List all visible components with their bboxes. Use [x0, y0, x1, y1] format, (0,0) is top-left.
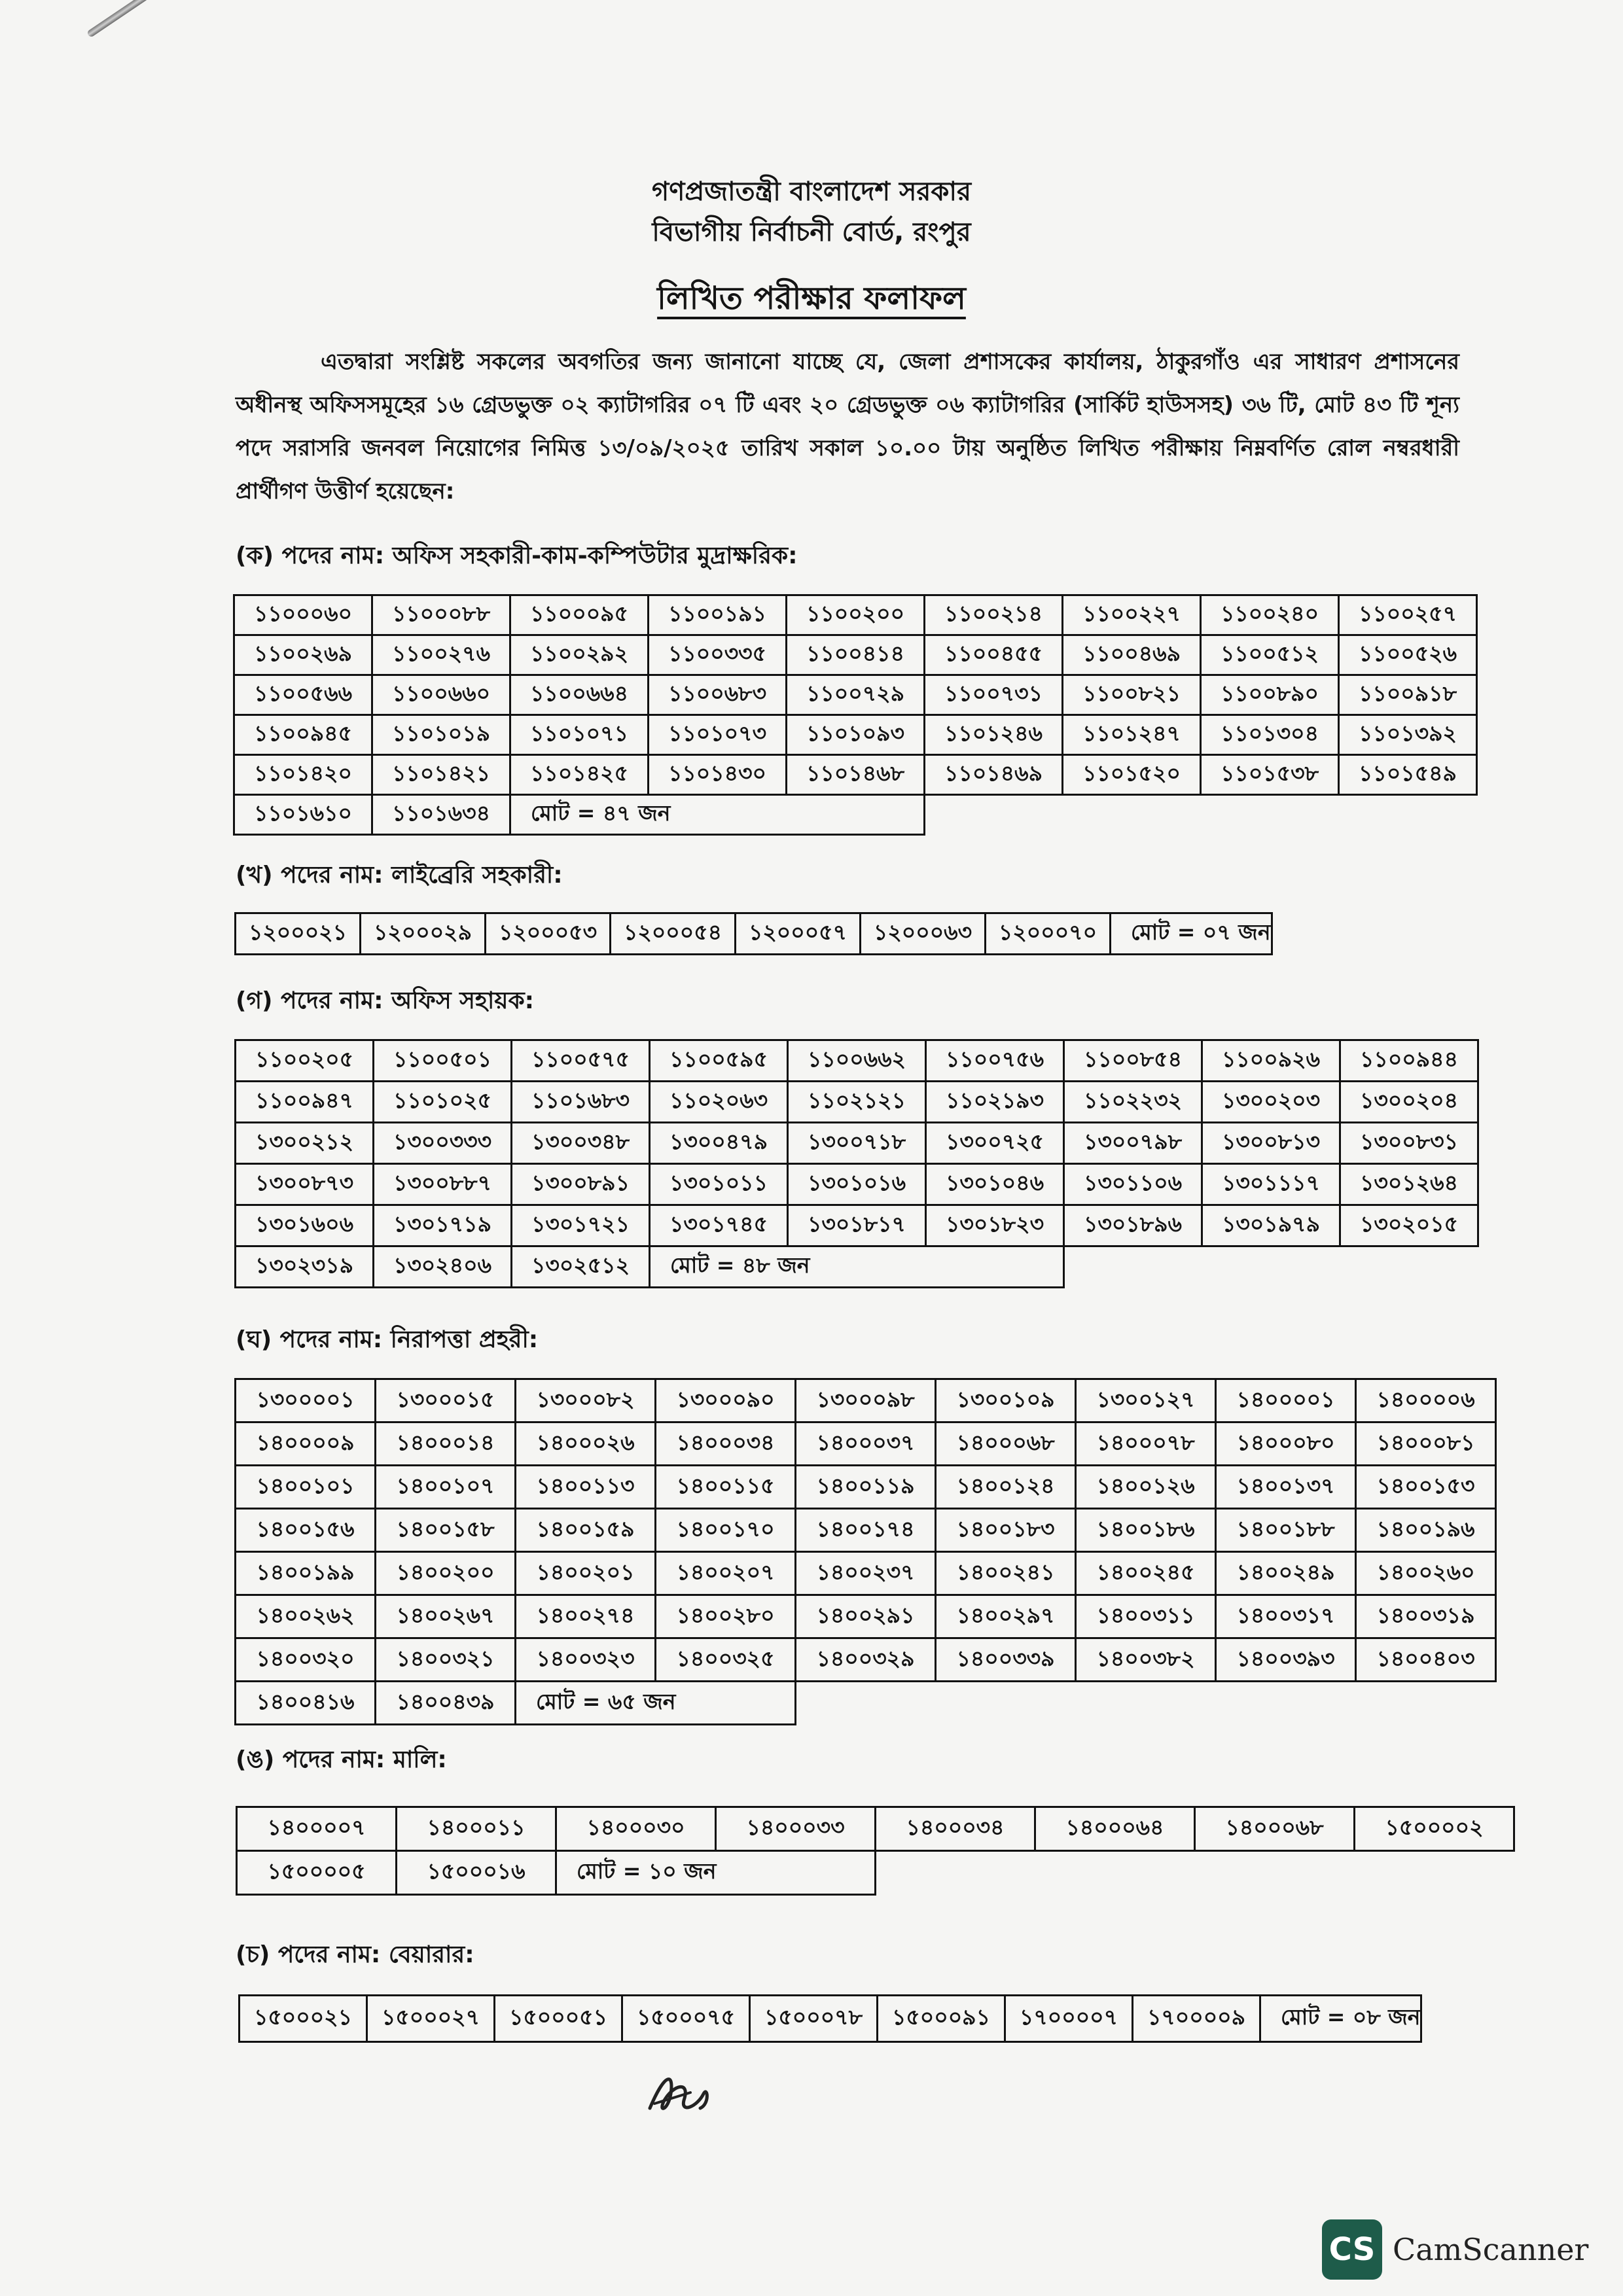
table-row [236, 1379, 1496, 1422]
roll-number: ১১০২০৬৩ [650, 1082, 788, 1123]
roll-number: ১৪০০১০১ [236, 1466, 376, 1509]
roll-number: ১৪০০০৮০ [1216, 1422, 1356, 1466]
roll-number: ১৪০০০০১ [1216, 1379, 1356, 1422]
roll-number: ১১০১৬৮৩ [512, 1082, 650, 1123]
roll-number: ১১০০৯৪৫ [234, 715, 372, 755]
section-heading: (ঘ) পদের নাম: নিরাপত্তা প্রহরী: [236, 1326, 539, 1353]
table-row [236, 1638, 1496, 1682]
roll-number: ১৪০০০০৬ [1356, 1379, 1496, 1422]
table-row [236, 1205, 1478, 1246]
roll-number: ১৪০০০৮১ [1356, 1422, 1496, 1466]
table-row [234, 635, 1477, 675]
intro-paragraph: এতদ্বারা সংশ্লিষ্ট সকলের অবগতির জন্য জানানো যাচ্ছে যে, জেলা প্রশাসকের কার্যালয়, ঠাকুরগাঁও এর সাধারণ প্রশাসনের অধীনস্থ অফিসসমূহের ১৬ গ্রেডভুক্ত ০২ ক্যাটাগরির ০৭ টি এবং ২০ গ্রেডভুক্ত ০৬ ক্যাটাগরির (সার্কিট হাউসসহ) ৩৬ টি, মোট ৪৩ টি শূন্য পদে সরাসরি জনবল নিয়োগের নিমিত্ত ১৩/০৯/২০২৫ তারিখ সকাল ১০.০০ টায় অনুষ্ঠিত লিখিত পরীক্ষায় নিম্নবর্ণিত রোল নম্বরধারী প্রার্থীগণ উত্তীর্ণ হয়েছেন: [236, 349, 1459, 504]
roll-number: ১৫০০০১৬ [397, 1851, 556, 1895]
total-count: মোট = ৪৭ জন [510, 795, 925, 835]
roll-number: ১১০০২০০ [787, 595, 925, 635]
section-heading: (গ) পদের নাম: অফিস সহায়ক: [236, 987, 535, 1014]
roll-number: ১৩০০৮৭৩ [236, 1164, 374, 1205]
roll-number: ১৪০০১২৬ [1076, 1466, 1216, 1509]
roll-number: ১৩০১১১৭ [1202, 1164, 1340, 1205]
roll-number: ১৩০০০১৫ [376, 1379, 516, 1422]
roll-number: ১১০০৭২৯ [787, 675, 925, 715]
table-row [240, 1996, 1421, 2042]
table-row [234, 795, 1477, 835]
roll-number: ১৪০০২৮০ [656, 1595, 796, 1638]
roll-number: ১৪০০১৭০ [656, 1509, 796, 1552]
roll-number: ১৪০০০৩৩ [716, 1807, 876, 1851]
roll-number: ১৩০০০৮২ [516, 1379, 656, 1422]
roll-number: ১৪০০১২৪ [936, 1466, 1076, 1509]
roll-number: ১১০০২০৫ [236, 1040, 374, 1082]
roll-number: ১১০০৪৬৯ [1063, 635, 1201, 675]
roll-number: ১৫০০০৭৮ [750, 1996, 878, 2042]
roll-number: ১৩০০২০৪ [1340, 1082, 1478, 1123]
roll-number: ১১০১৫৩৮ [1201, 755, 1339, 795]
roll-number: ১১০১৪২৫ [510, 755, 649, 795]
roll-number: ১২০০০২১ [236, 913, 361, 955]
roll-number: ১৪০০২৯১ [796, 1595, 936, 1638]
roll-number: ১৩০১৬০৬ [236, 1205, 374, 1246]
roll-number: ১৪০০৩২৫ [656, 1638, 796, 1682]
roll-number: ১১০১০৭৩ [649, 715, 787, 755]
roll-number: ১২০০০৫৩ [486, 913, 611, 955]
roll-number: ১১০১৪৬৮ [787, 755, 925, 795]
roll-number: ১৪০০৪৩৯ [376, 1682, 516, 1725]
table-row [234, 595, 1477, 635]
roll-number: ১১০০৯২৬ [1202, 1040, 1340, 1082]
roll-number: ১৪০০২০৭ [656, 1552, 796, 1595]
camscanner-label: CamScanner [1393, 2232, 1589, 2267]
roll-number: ১১০০৪১৪ [787, 635, 925, 675]
roll-number: ১৩০১২৬৪ [1340, 1164, 1478, 1205]
roll-number: ১১০০৯৪৭ [236, 1082, 374, 1123]
roll-number: ১১০০৯৪৪ [1340, 1040, 1478, 1082]
roll-number: ১১০০০৯৫ [510, 595, 649, 635]
roll-number: ১৩০০৮৮৭ [374, 1164, 512, 1205]
roll-number: ১৪০০১৮৩ [936, 1509, 1076, 1552]
roll-number: ১৩০১৮২৩ [926, 1205, 1064, 1246]
roll-number: ১৫০০০২৭ [367, 1996, 495, 2042]
table-row [236, 1422, 1496, 1466]
roll-number: ১৪০০০১১ [397, 1807, 556, 1851]
roll-number: ১৩০০০৯৮ [796, 1379, 936, 1422]
roll-number: ১১০০৫৭৫ [512, 1040, 650, 1082]
roll-number: ১৪০০০৬৮ [1195, 1807, 1355, 1851]
roll-number: ১৩০১৮৯৬ [1064, 1205, 1202, 1246]
roll-table [236, 1806, 1515, 1896]
pen-mark [86, 0, 164, 38]
total-count: মোট = ৬৫ জন [516, 1682, 796, 1725]
roll-number: ১৩০২৪০৬ [374, 1246, 512, 1288]
roll-number: ১৫০০০০২ [1355, 1807, 1514, 1851]
roll-number: ১১০১০১৯ [372, 715, 510, 755]
roll-number: ১৪০০২৬৭ [376, 1595, 516, 1638]
table-row [236, 1682, 1496, 1725]
roll-number: ১৪০০১১৩ [516, 1466, 656, 1509]
roll-number: ১১০০৮৫৪ [1064, 1040, 1202, 1082]
roll-number: ১৪০০১৮৬ [1076, 1509, 1216, 1552]
roll-number: ১২০০০৬৩ [861, 913, 986, 955]
roll-number: ১১০২১২১ [788, 1082, 926, 1123]
signature [645, 2068, 717, 2123]
table-row [236, 1123, 1478, 1164]
roll-number: ১৪০০১৫৯ [516, 1509, 656, 1552]
roll-number: ১৭০০০০৭ [1005, 1996, 1133, 2042]
roll-number: ১৩০০৩৩৩ [374, 1123, 512, 1164]
table-row [236, 1164, 1478, 1205]
roll-number: ১৪০০৪০৩ [1356, 1638, 1496, 1682]
roll-number: ১১০০৭৩১ [925, 675, 1063, 715]
roll-number: ১১০১৬১০ [234, 795, 372, 835]
roll-number: ১১০১০২৫ [374, 1082, 512, 1123]
roll-number: ১১০১৪৬৯ [925, 755, 1063, 795]
roll-number: ১৪০০৩২০ [236, 1638, 376, 1682]
roll-number: ১৩০১১০৬ [1064, 1164, 1202, 1205]
roll-number: ১৪০০০৩৪ [876, 1807, 1035, 1851]
roll-number: ১৩০১০১৬ [788, 1164, 926, 1205]
roll-number: ১৩০২০১৫ [1340, 1205, 1478, 1246]
roll-number: ১৪০০১৫৬ [236, 1509, 376, 1552]
roll-number: ১৪০০৩৯৩ [1216, 1638, 1356, 1682]
roll-number: ১১০০২৯২ [510, 635, 649, 675]
roll-number: ১৩০০৮৩১ [1340, 1123, 1478, 1164]
roll-number: ১১০০২১৪ [925, 595, 1063, 635]
total-count: মোট = ৪৮ জন [650, 1246, 1064, 1288]
roll-number: ১৩০২৩১৯ [236, 1246, 374, 1288]
roll-table [234, 1378, 1497, 1725]
roll-number: ১৪০০২৪৯ [1216, 1552, 1356, 1595]
roll-number: ১৪০০১৯৬ [1356, 1509, 1496, 1552]
roll-number: ১৪০০৩১১ [1076, 1595, 1216, 1638]
roll-number: ১৫০০০০৫ [237, 1851, 397, 1895]
roll-number: ১১০০১৯১ [649, 595, 787, 635]
roll-number: ১১০১৫২০ [1063, 755, 1201, 795]
roll-number: ১৩০১০৪৬ [926, 1164, 1064, 1205]
roll-number: ১৪০০২৪১ [936, 1552, 1076, 1595]
roll-number: ১১০২২৩২ [1064, 1082, 1202, 1123]
page-title-wrap [0, 275, 1623, 327]
roll-number: ১১০০০৬০ [234, 595, 372, 635]
roll-number: ১৩০০৮৯১ [512, 1164, 650, 1205]
table-row [236, 1466, 1496, 1509]
document-header [0, 171, 1623, 253]
roll-number: ১৩০১৭৪৫ [650, 1205, 788, 1246]
roll-number: ১৪০০৩২১ [376, 1638, 516, 1682]
roll-number: ১১০১৬৩৪ [372, 795, 510, 835]
roll-number: ১১০০৬৬৪ [510, 675, 649, 715]
roll-number: ১১০০৫২৬ [1339, 635, 1477, 675]
camscanner-watermark [1322, 2219, 1588, 2280]
roll-number: ১৩০০৭৯৮ [1064, 1123, 1202, 1164]
roll-number: ১৪০০২৯৭ [936, 1595, 1076, 1638]
roll-number: ১৪০০১৫৮ [376, 1509, 516, 1552]
roll-number: ১৪০০২৬২ [236, 1595, 376, 1638]
section-heading: (ঙ) পদের নাম: মালি: [236, 1746, 447, 1773]
table-row [236, 1246, 1478, 1288]
roll-number: ১২০০০৭০ [986, 913, 1111, 955]
table-row [236, 1595, 1496, 1638]
roll-number: ১৩০০০৯০ [656, 1379, 796, 1422]
section-heading: (চ) পদের নাম: বেয়ারার: [236, 1941, 474, 1968]
roll-number: ১১০১২৪৭ [1063, 715, 1201, 755]
roll-number: ১১০০৫৯৫ [650, 1040, 788, 1082]
roll-number: ১৪০০১৩৭ [1216, 1466, 1356, 1509]
roll-number: ১১০০০৮৮ [372, 595, 510, 635]
roll-number: ১৫০০০৭৫ [622, 1996, 750, 2042]
roll-number: ১১০০২২৭ [1063, 595, 1201, 635]
roll-number: ১৪০০১১৯ [796, 1466, 936, 1509]
roll-number: ১১০১৪২১ [372, 755, 510, 795]
page-title: লিখিত পরীক্ষার ফলাফল [657, 280, 966, 317]
roll-number: ১৩০০৮১৩ [1202, 1123, 1340, 1164]
roll-number: ১১০১৩৯২ [1339, 715, 1477, 755]
roll-number: ১৪০০৩২৯ [796, 1638, 936, 1682]
roll-number: ১৪০০৪১৬ [236, 1682, 376, 1725]
roll-number: ১৩০১০১১ [650, 1164, 788, 1205]
roll-number: ১৩০০১০৯ [936, 1379, 1076, 1422]
roll-number: ১৪০০১৮৮ [1216, 1509, 1356, 1552]
roll-number: ১৩০১৮১৭ [788, 1205, 926, 1246]
table-row [234, 715, 1477, 755]
signature-mark [645, 2068, 717, 2120]
roll-number: ১৭০০০০৯ [1133, 1996, 1260, 2042]
table-row [236, 1509, 1496, 1552]
roll-number: ১২০০০৫৭ [736, 913, 861, 955]
roll-number: ১৫০০০২১ [240, 1996, 367, 2042]
roll-number: ১১০০৭৫৬ [926, 1040, 1064, 1082]
roll-number: ১৪০০১১৫ [656, 1466, 796, 1509]
roll-number: ১৪০০২০১ [516, 1552, 656, 1595]
roll-number: ১১০১৫৪৯ [1339, 755, 1477, 795]
roll-number: ১৩০০৭২৫ [926, 1123, 1064, 1164]
roll-number: ১২০০০৫৪ [611, 913, 736, 955]
roll-number: ১৪০০২৬০ [1356, 1552, 1496, 1595]
roll-number: ১৪০০০৬৮ [936, 1422, 1076, 1466]
roll-number: ১৪০০৩৩৯ [936, 1638, 1076, 1682]
roll-number: ১৪০০২৩৭ [796, 1552, 936, 1595]
roll-number: ১৩০০০০১ [236, 1379, 376, 1422]
roll-table [234, 912, 1273, 955]
roll-number: ১৩০২৫১২ [512, 1246, 650, 1288]
table-row [236, 1082, 1478, 1123]
roll-number: ১৪০০০৩৭ [796, 1422, 936, 1466]
table-row [236, 1040, 1478, 1082]
roll-number: ১৫০০০৯১ [878, 1996, 1005, 2042]
roll-number: ১৪০০২৭৪ [516, 1595, 656, 1638]
roll-number: ১১০০২৪০ [1201, 595, 1339, 635]
roll-number: ১১০০৪৫৫ [925, 635, 1063, 675]
roll-number: ১৪০০৩১৭ [1216, 1595, 1356, 1638]
roll-number: ১১০০৬৬০ [372, 675, 510, 715]
total-count: মোট = ০৮ জন [1260, 1996, 1421, 2042]
roll-number: ১১০০৮৯০ [1201, 675, 1339, 715]
roll-number: ১৫০০০৫১ [495, 1996, 622, 2042]
roll-table [234, 1039, 1479, 1288]
table-row [234, 675, 1477, 715]
roll-number: ১৪০০০৭৮ [1076, 1422, 1216, 1466]
roll-table [233, 594, 1478, 836]
roll-table [238, 1994, 1422, 2043]
roll-number: ১৪০০৩৮২ [1076, 1638, 1216, 1682]
roll-number: ১৩০০১২৭ [1076, 1379, 1216, 1422]
board-title: বিভাগীয় নির্বাচনী বোর্ড, রংপুর [652, 217, 971, 247]
roll-number: ১৩০০৩৪৮ [512, 1123, 650, 1164]
section-heading: (খ) পদের নাম: লাইব্রেরি সহকারী: [236, 862, 563, 889]
total-count: মোট = ০৭ জন [1111, 913, 1272, 955]
roll-number: ১১০০২৭৬ [372, 635, 510, 675]
roll-number: ১৩০১৭১৯ [374, 1205, 512, 1246]
roll-number: ১১০২১৯৩ [926, 1082, 1064, 1123]
roll-number: ১৪০০০৩০ [556, 1807, 716, 1851]
roll-number: ১৩০০৭১৮ [788, 1123, 926, 1164]
roll-number: ১৪০০১৯৯ [236, 1552, 376, 1595]
roll-number: ১৩০১৭২১ [512, 1205, 650, 1246]
roll-number: ১৪০০২৪৫ [1076, 1552, 1216, 1595]
roll-number: ১১০১২৪৬ [925, 715, 1063, 755]
roll-number: ১৩০০৪৭৯ [650, 1123, 788, 1164]
roll-number: ১১০০২৬৯ [234, 635, 372, 675]
roll-number: ১১০০৮২১ [1063, 675, 1201, 715]
table-row [236, 1552, 1496, 1595]
roll-number: ১১০০৫৬৬ [234, 675, 372, 715]
table-row [236, 913, 1272, 955]
roll-number: ১১০১০৭১ [510, 715, 649, 755]
roll-number: ১১০০৫০১ [374, 1040, 512, 1082]
table-row [237, 1851, 1514, 1895]
government-title: গণপ্রজাতন্ত্রী বাংলাদেশ সরকার [652, 177, 971, 207]
roll-number: ১৪০০১৭৪ [796, 1509, 936, 1552]
roll-number: ১১০০৩৩৫ [649, 635, 787, 675]
roll-number: ১১০০৯১৮ [1339, 675, 1477, 715]
roll-number: ১৪০০১০৭ [376, 1466, 516, 1509]
roll-number: ১৪০০০২৬ [516, 1422, 656, 1466]
roll-number: ১৩০০২১২ [236, 1123, 374, 1164]
roll-number: ১১০১৪২০ [234, 755, 372, 795]
roll-number: ১১০১৪৩০ [649, 755, 787, 795]
roll-number: ১৪০০১৫৩ [1356, 1466, 1496, 1509]
table-row [234, 755, 1477, 795]
roll-number: ১১০০৬৮৩ [649, 675, 787, 715]
roll-number: ১৪০০০০৯ [236, 1422, 376, 1466]
roll-number: ১৪০০০০৭ [237, 1807, 397, 1851]
roll-number: ১৩০০২০৩ [1202, 1082, 1340, 1123]
roll-number: ১১০১০৯৩ [787, 715, 925, 755]
roll-number: ১৩০১৯৭৯ [1202, 1205, 1340, 1246]
roll-number: ১৪০০২০০ [376, 1552, 516, 1595]
camscanner-logo-icon: CS [1322, 2219, 1382, 2280]
roll-number: ১৪০০০৬৪ [1035, 1807, 1195, 1851]
roll-number: ১১০১৩০৪ [1201, 715, 1339, 755]
total-count: মোট = ১০ জন [556, 1851, 876, 1895]
roll-number: ১৪০০৩২৩ [516, 1638, 656, 1682]
roll-number: ১১০০৬৬২ [788, 1040, 926, 1082]
roll-number: ১৪০০০১৪ [376, 1422, 516, 1466]
roll-number: ১১০০২৫৭ [1339, 595, 1477, 635]
table-row [237, 1807, 1514, 1851]
section-heading: (ক) পদের নাম: অফিস সহকারী-কাম-কম্পিউটার মুদ্রাক্ষরিক: [236, 542, 798, 569]
roll-number: ১৪০০০৩৪ [656, 1422, 796, 1466]
roll-number: ১৪০০৩১৯ [1356, 1595, 1496, 1638]
roll-number: ১১০০৫১২ [1201, 635, 1339, 675]
roll-number: ১২০০০২৯ [361, 913, 486, 955]
